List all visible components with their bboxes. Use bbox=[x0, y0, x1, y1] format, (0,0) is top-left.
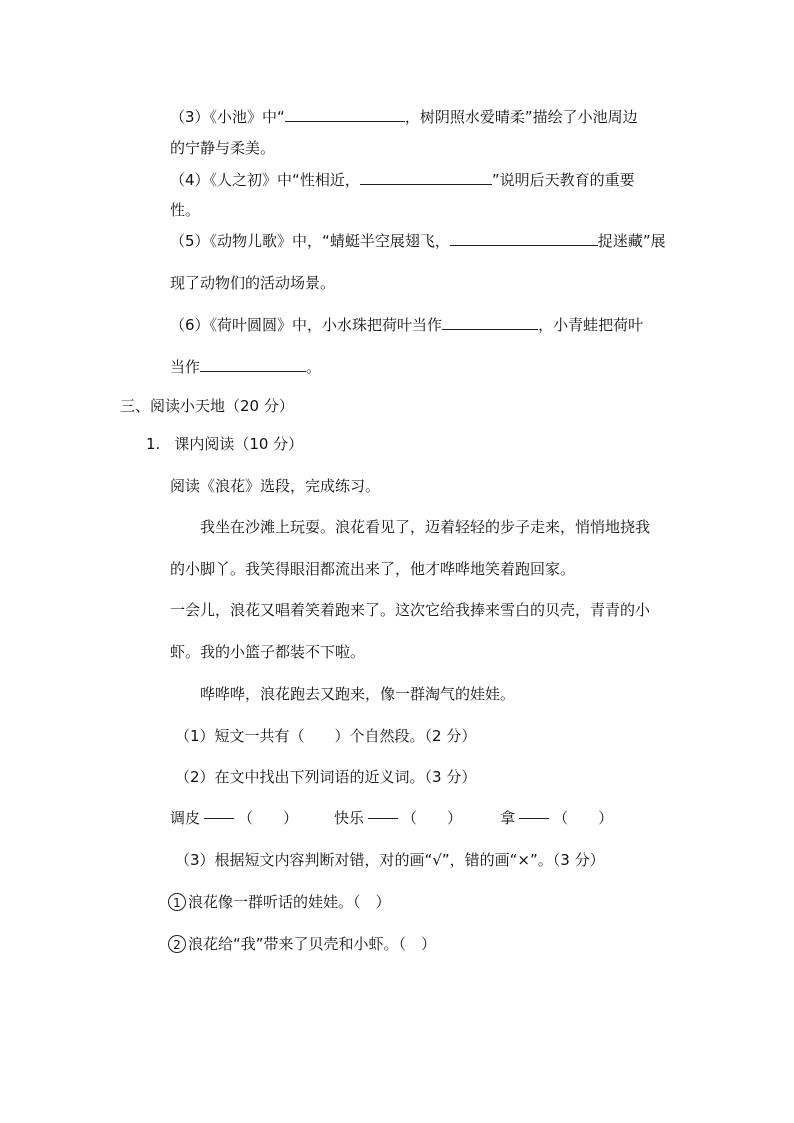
passage-paragraph-2-line-2: 虾。我的小篮子都装不下啦。 bbox=[170, 643, 366, 661]
reading-1-title: 课内阅读（10 分） bbox=[174, 435, 304, 453]
question-4-text-b: ”说明后天教育的重要 bbox=[491, 171, 635, 189]
judgment-1-text[interactable]: 浪花像一群听话的娃娃。（ ） bbox=[188, 893, 391, 911]
synonym-answer-2[interactable]: （ ） bbox=[402, 809, 463, 827]
section-3-title: 三、阅读小天地（20 分） bbox=[120, 397, 294, 415]
synonym-word-3: 拿 bbox=[500, 809, 516, 827]
question-6-text-c: 当作 bbox=[170, 358, 201, 376]
reading-instruction: 阅读《浪花》选段，完成练习。 bbox=[170, 477, 381, 495]
question-5-number: （5） bbox=[170, 232, 210, 250]
synonym-answer-1[interactable]: （ ） bbox=[238, 809, 299, 827]
dash-2 bbox=[368, 818, 398, 819]
circled-number-1: 1 bbox=[168, 893, 186, 911]
question-4-number: （4） bbox=[170, 171, 210, 189]
synonym-row bbox=[170, 808, 613, 828]
question-4-text-a: 《人之初》中“性相近， bbox=[209, 171, 360, 189]
passage-paragraph-1-line-2: 的小脚丫。我笑得眼泪都流出来了，他才哗哗地笑着跑回家。 bbox=[170, 560, 576, 578]
question-5-blank[interactable] bbox=[450, 231, 598, 246]
question-3-text-a: 《小池》中“ bbox=[209, 108, 285, 126]
question-3-blank[interactable] bbox=[285, 107, 405, 122]
question-6-line-2 bbox=[170, 357, 321, 377]
question-4-line-2: 性。 bbox=[170, 201, 201, 219]
reading-1-number: 1. bbox=[146, 435, 161, 453]
dash-1 bbox=[204, 818, 234, 819]
question-4-line-1 bbox=[170, 170, 635, 190]
question-4-blank[interactable] bbox=[360, 170, 492, 185]
dash-3 bbox=[519, 818, 549, 819]
question-5-text-b: 捉迷藏”展 bbox=[597, 232, 666, 250]
question-6-blank-2[interactable] bbox=[200, 357, 306, 372]
reading-question-3: （3）根据短文内容判断对错，对的画“√”，错的画“×”。（3 分） bbox=[175, 851, 605, 869]
question-5-text-a: 《动物儿歌》中，“蜻蜓半空展翅飞， bbox=[209, 232, 450, 250]
circled-number-2: 2 bbox=[168, 935, 186, 953]
synonym-word-2: 快乐 bbox=[334, 809, 365, 827]
synonym-answer-3[interactable]: （ ） bbox=[553, 809, 614, 827]
question-3-line-1 bbox=[170, 107, 638, 127]
question-5-line-1 bbox=[170, 231, 666, 251]
question-6-text-a: 《荷叶圆圆》中，小水珠把荷叶当作 bbox=[209, 316, 443, 334]
judgment-item-2 bbox=[168, 934, 436, 954]
passage-paragraph-2-line-1: 一会儿，浪花又唱着笑着跑来了。这次它给我捧来雪白的贝壳，青青的小 bbox=[170, 601, 651, 619]
reading-1-heading bbox=[146, 434, 303, 454]
reading-question-2: （2）在文中找出下列词语的近义词。（3 分） bbox=[175, 768, 477, 786]
question-3-number: （3） bbox=[170, 108, 210, 126]
synonym-word-1: 调皮 bbox=[170, 809, 201, 827]
question-5-line-2: 现了动物们的活动场景。 bbox=[170, 274, 336, 292]
question-3-line-2: 的宁静与柔美。 bbox=[170, 139, 276, 157]
question-6-text-b: ，小青蛙把荷叶 bbox=[538, 316, 644, 334]
passage-paragraph-3: 哗哗哗，浪花跑去又跑来，像一群淘气的娃娃。 bbox=[200, 685, 516, 703]
reading-question-1: （1）短文一共有（ ）个自然段。（2 分） bbox=[175, 727, 477, 745]
question-3-text-b: ，树阴照水爱晴柔”描绘了小池周边 bbox=[404, 108, 638, 126]
question-6-text-d: 。 bbox=[306, 358, 322, 376]
question-6-number: （6） bbox=[170, 316, 210, 334]
question-6-line-1 bbox=[170, 315, 643, 335]
passage-paragraph-1-line-1: 我坐在沙滩上玩耍。浪花看见了，迈着轻轻的步子走来，悄悄地挠我 bbox=[200, 518, 651, 536]
judgment-item-1 bbox=[168, 892, 391, 912]
judgment-2-text[interactable]: 浪花给“我”带来了贝壳和小虾。（ ） bbox=[188, 935, 437, 953]
question-6-blank-1[interactable] bbox=[442, 315, 538, 330]
